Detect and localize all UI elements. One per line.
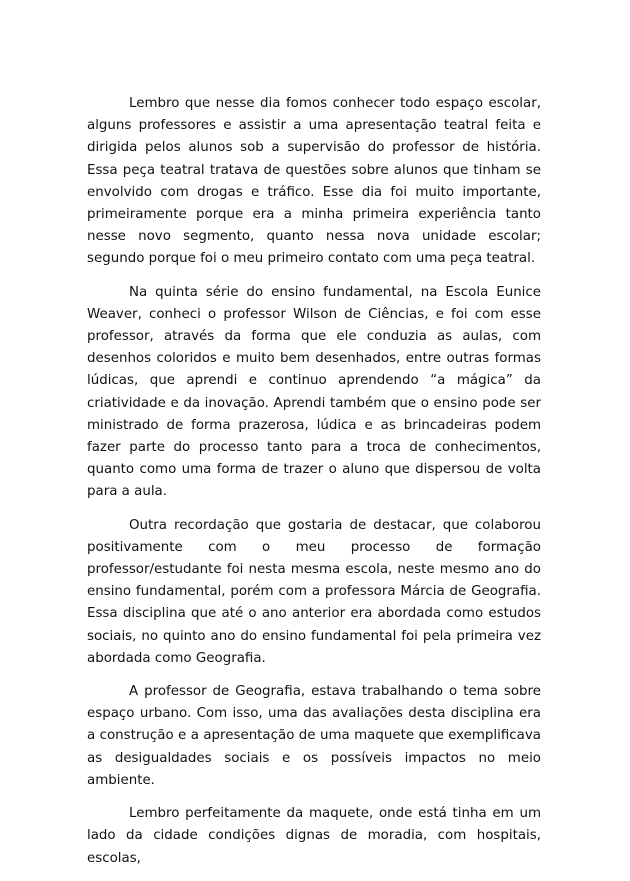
document-body: [87, 93, 541, 881]
paragraph-5: Lembro perfeitamente da maquete, onde está tinha em um lado da cidade condições dignas de moradia, com hospitais, escolas,: [87, 806, 541, 866]
paragraph-2: Na quinta série do ensino fundamental, na Escola Eunice Weaver, conheci o professor Wilson de Ciências, e foi com esse professor, através da forma que ele conduzia as aulas, com desenhos coloridos e muito bem desenhados, entre outras formas lúdicas, que aprendi e continuo aprendendo “a mágica” da criatividade e da inovação. Aprendi também que o ensino pode ser ministrado de forma prazerosa, lúdica e as brincadeiras podem fazer parte do processo tanto para a troca de conhecimentos, quanto como uma forma de trazer o aluno que dispersou de volta para a aula.: [87, 284, 541, 500]
paragraph-4: A professor de Geografia, estava trabalhando o tema sobre espaço urbano. Com isso, uma das avaliações desta disciplina era a construção e a apresentação de uma maquete que exemplificava as desigualdades sociais e os possíveis impactos no meio ambiente.: [87, 684, 541, 788]
paragraph-3: Outra recordação que gostaria de destacar, que colaborou positivamente com o meu processo de formação professor/estudante foi nesta mesma escola, neste mesmo ano do ensino fundamental, porém com a professora Márcia de Geografia. Essa disciplina que até o ano anterior era abordada como estudos sociais, no quinto ano do ensino fundamental foi pela primeira vez abordada como Geografia.: [87, 517, 541, 666]
paragraph-1: Lembro que nesse dia fomos conhecer todo espaço escolar, alguns professores e assistir a uma apresentação teatral feita e dirigida pelos alunos sob a supervisão do professor de história. Essa peça teatral tratava de questões sobre alunos que tinham se envolvido com drogas e tráfico. Esse dia foi muito importante, primeiramente porque era a minha primeira experiência tanto nesse novo segmento, quanto nessa nova unidade escolar; segundo porque foi o meu primeiro contato com uma peça teatral.: [87, 96, 541, 267]
